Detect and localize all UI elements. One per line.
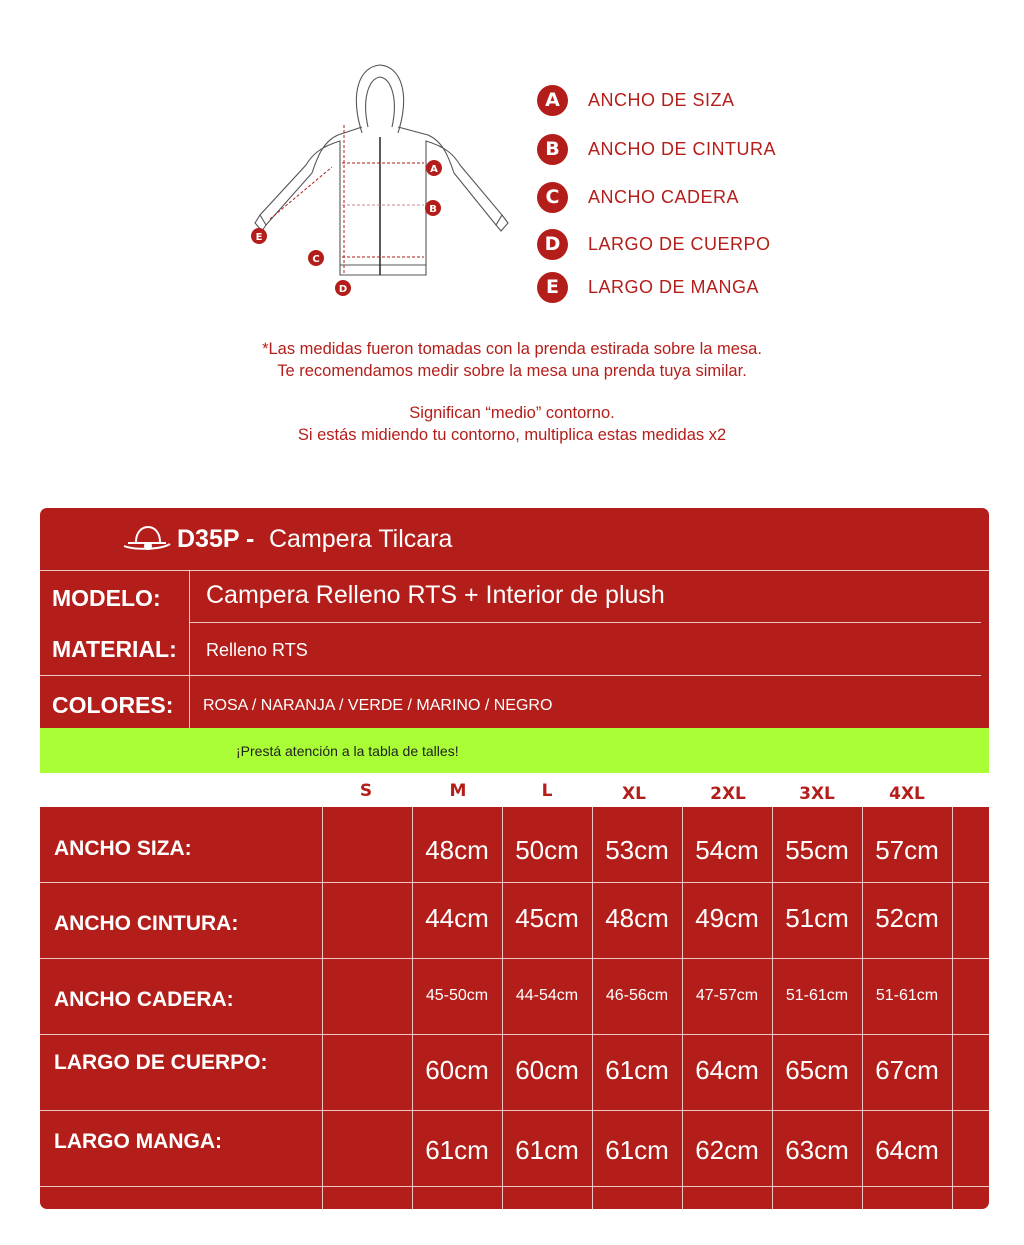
- cell-largo-cuerpo-3xl: 65cm: [785, 1055, 849, 1085]
- jacket-diagram: [240, 55, 530, 315]
- cell-largo-manga-2xl: 62cm: [695, 1135, 759, 1165]
- colores-value: ROSA / NARANJA / VERDE / MARINO / NEGRO: [203, 697, 553, 714]
- marker-a: A: [430, 164, 438, 175]
- note-line-2: Te recomendamos medir sobre la mesa una prenda tuya similar.: [277, 362, 747, 380]
- cell-ancho-cintura-3xl: 51cm: [785, 903, 849, 933]
- material-value: Relleno RTS: [206, 640, 308, 660]
- size-header-2xl: 2XL: [710, 784, 746, 804]
- product-code: D35P -: [177, 525, 255, 553]
- cell-largo-cuerpo-xl: 61cm: [605, 1055, 669, 1085]
- legend-label: LARGO DE CUERPO: [588, 233, 771, 254]
- cell-largo-manga-m: 61cm: [425, 1135, 489, 1165]
- notice-text: ¡Prestá atención a la tabla de talles!: [236, 743, 459, 759]
- cell-largo-manga-xl: 61cm: [605, 1135, 669, 1165]
- legend-label: LARGO DE MANGA: [588, 276, 760, 297]
- cell-ancho-cadera-xl: 46-56cm: [605, 987, 669, 1004]
- legend-badge: D: [537, 229, 568, 260]
- legend-badge: C: [537, 182, 568, 213]
- cell-largo-cuerpo-m: 60cm: [425, 1055, 489, 1085]
- product-name: Campera Tilcara: [269, 525, 453, 553]
- cell-ancho-cadera-4xl: 51-61cm: [875, 987, 939, 1004]
- cell-ancho-cintura-m: 44cm: [425, 903, 489, 933]
- cell-largo-cuerpo-2xl: 64cm: [695, 1055, 759, 1085]
- cell-ancho-cintura-2xl: 49cm: [695, 903, 759, 933]
- modelo-value: Campera Relleno RTS + Interior de plush: [206, 581, 665, 609]
- note-line-4: Si estás midiendo tu contorno, multiplica estas medidas x2: [297, 426, 727, 444]
- legend-label: ANCHO DE SIZA: [588, 89, 735, 110]
- note-line-1: *Las medidas fueron tomadas con la prenda estirada sobre la mesa.: [262, 340, 762, 358]
- cell-ancho-cadera-m: 45-50cm: [425, 987, 489, 1004]
- cell-largo-manga-l: 61cm: [515, 1135, 579, 1165]
- legend-badge: A: [537, 85, 568, 116]
- legend-badge: B: [537, 134, 568, 165]
- cell-ancho-siza-xl: 53cm: [605, 835, 669, 865]
- legend-label: ANCHO CADERA: [588, 186, 740, 207]
- cell-largo-manga-3xl: 63cm: [785, 1135, 849, 1165]
- legend-item-a: [537, 84, 735, 116]
- cell-largo-cuerpo-4xl: 67cm: [875, 1055, 939, 1085]
- marker-d: D: [338, 284, 348, 295]
- legend-item-c: [537, 181, 739, 213]
- cell-ancho-siza-4xl: 57cm: [875, 835, 939, 865]
- legend-badge: E: [537, 272, 568, 303]
- size-header-m: M: [449, 781, 467, 801]
- diagram-markers: [251, 160, 442, 296]
- material-label: MATERIAL:: [52, 636, 177, 662]
- legend-item-b: [537, 133, 776, 165]
- cell-ancho-siza-m: 48cm: [425, 835, 489, 865]
- size-header-l: L: [541, 781, 553, 801]
- row-label-largo-cuerpo: LARGO DE CUERPO:: [54, 1051, 268, 1074]
- colores-label: COLORES:: [52, 692, 174, 718]
- cell-ancho-cadera-3xl: 51-61cm: [785, 987, 849, 1004]
- row-label-largo-manga: LARGO MANGA:: [54, 1130, 222, 1153]
- cell-ancho-cintura-4xl: 52cm: [875, 903, 939, 933]
- marker-c: C: [312, 254, 320, 265]
- modelo-label: MODELO:: [52, 585, 161, 611]
- cell-largo-cuerpo-l: 60cm: [515, 1055, 579, 1085]
- legend-item-d: [537, 228, 771, 260]
- legend-label: ANCHO DE CINTURA: [588, 138, 777, 159]
- cell-ancho-cintura-l: 45cm: [515, 903, 579, 933]
- cell-largo-manga-4xl: 64cm: [875, 1135, 939, 1165]
- note-line-3: Significan “medio” contorno.: [409, 404, 615, 422]
- brand-logo: [122, 524, 172, 554]
- product-card: [40, 508, 989, 728]
- cell-ancho-cadera-2xl: 47-57cm: [695, 987, 759, 1004]
- size-header-3xl: 3XL: [799, 784, 835, 804]
- cell-ancho-siza-l: 50cm: [515, 835, 579, 865]
- size-header-s: S: [359, 781, 373, 801]
- cell-ancho-cintura-xl: 48cm: [605, 903, 669, 933]
- size-table: [40, 807, 989, 1209]
- legend-item-e: [537, 271, 759, 303]
- marker-b: B: [429, 204, 437, 215]
- size-header-4xl: 4XL: [889, 784, 925, 804]
- cell-ancho-siza-2xl: 54cm: [695, 835, 759, 865]
- marker-e: E: [255, 232, 263, 243]
- row-label-ancho-siza: ANCHO SIZA:: [54, 837, 192, 860]
- notice-banner: [40, 728, 989, 773]
- size-header-xl: XL: [622, 784, 646, 804]
- cell-ancho-siza-3xl: 55cm: [785, 835, 849, 865]
- row-label-ancho-cintura: ANCHO CINTURA:: [54, 912, 239, 935]
- cell-ancho-cadera-l: 44-54cm: [515, 987, 579, 1004]
- row-label-ancho-cadera: ANCHO CADERA:: [54, 988, 234, 1011]
